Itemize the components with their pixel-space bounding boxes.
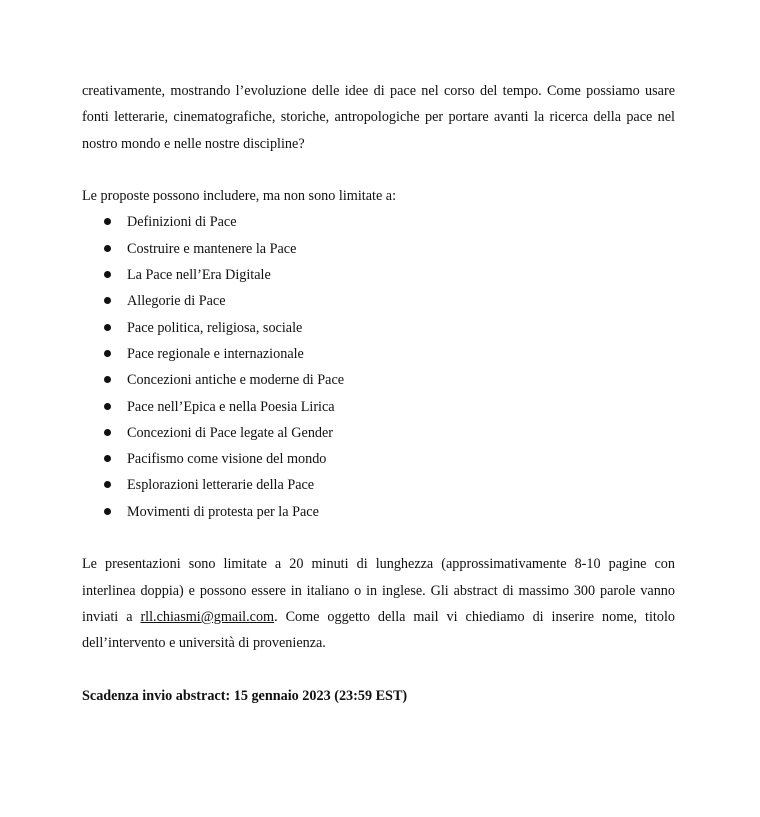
list-item — [82, 499, 675, 525]
bullet-icon — [104, 218, 111, 225]
submission-text-end: . Come oggetto della mail vi chiediamo di inserire nome, titolo dell’intervento e università di provenienza. — [82, 608, 675, 652]
list-item-label: Pace nell’Epica e nella Poesia Lirica — [127, 398, 335, 415]
bullet-icon — [104, 324, 111, 331]
bullet-icon — [104, 481, 111, 488]
deadline-text: Scadenza invio abstract: 15 gennaio 2023 (23:59 EST) — [82, 687, 408, 704]
list-item-label: Concezioni antiche e moderne di Pace — [127, 372, 345, 389]
bullet-icon — [104, 297, 111, 304]
paragraph-gap — [82, 525, 675, 551]
list-item-label: Allegorie di Pace — [127, 293, 226, 310]
email-link[interactable]: rll.chiasmi@gmail.com — [140, 608, 275, 625]
list-item — [82, 341, 675, 367]
list-item — [82, 446, 675, 472]
list-item-label: Pace regionale e internazionale — [127, 345, 304, 362]
list-item-label: Concezioni di Pace legate al Gender — [127, 424, 334, 441]
paragraph-gap — [82, 657, 675, 683]
list-item — [82, 236, 675, 262]
bullet-icon — [104, 245, 111, 252]
bullet-icon — [104, 403, 111, 410]
list-item — [82, 288, 675, 314]
list-item-label: Definizioni di Pace — [127, 214, 237, 231]
bullet-icon — [104, 376, 111, 383]
list-item-label: Movimenti di protesta per la Pace — [127, 503, 319, 520]
list-item-label: Esplorazioni letterarie della Pace — [127, 477, 315, 494]
topics-list — [82, 209, 675, 525]
list-item-label: Pacifismo come visione del mondo — [127, 451, 327, 468]
list-item — [82, 472, 675, 498]
list-item — [82, 315, 675, 341]
list-item — [82, 394, 675, 420]
topics-intro: Le proposte possono includere, ma non sono limitate a: — [82, 188, 397, 205]
list-item — [82, 420, 675, 446]
bullet-icon — [104, 508, 111, 515]
submission-paragraph — [82, 551, 675, 656]
document-page — [82, 78, 675, 709]
list-item — [82, 367, 675, 393]
list-item — [82, 262, 675, 288]
list-item — [82, 209, 675, 235]
bullet-icon — [104, 429, 111, 436]
paragraph-gap — [82, 157, 675, 183]
list-item-label: Costruire e mantenere la Pace — [127, 240, 297, 257]
bullet-icon — [104, 455, 111, 462]
intro-paragraph: creativamente, mostrando l’evoluzione delle idee di pace nel corso del tempo. Come possiamo usare fonti letterarie, cinematografiche, storiche, antropologiche per portare avanti la ricerca della pace nel nostro mondo e nelle nostre discipline? — [82, 83, 675, 152]
bullet-icon — [104, 350, 111, 357]
bullet-icon — [104, 271, 111, 278]
submission-text: Le presentazioni sono limitate a 20 minuti di lunghezza (approssimativamente 8-10 pagine con interlinea doppia) e possono essere in italiano o in inglese. Gli abstract di massimo 300 parole vanno inviati a — [82, 556, 675, 625]
list-item-label: La Pace nell’Era Digitale — [127, 267, 271, 284]
list-item-label: Pace politica, religiosa, sociale — [127, 319, 303, 336]
